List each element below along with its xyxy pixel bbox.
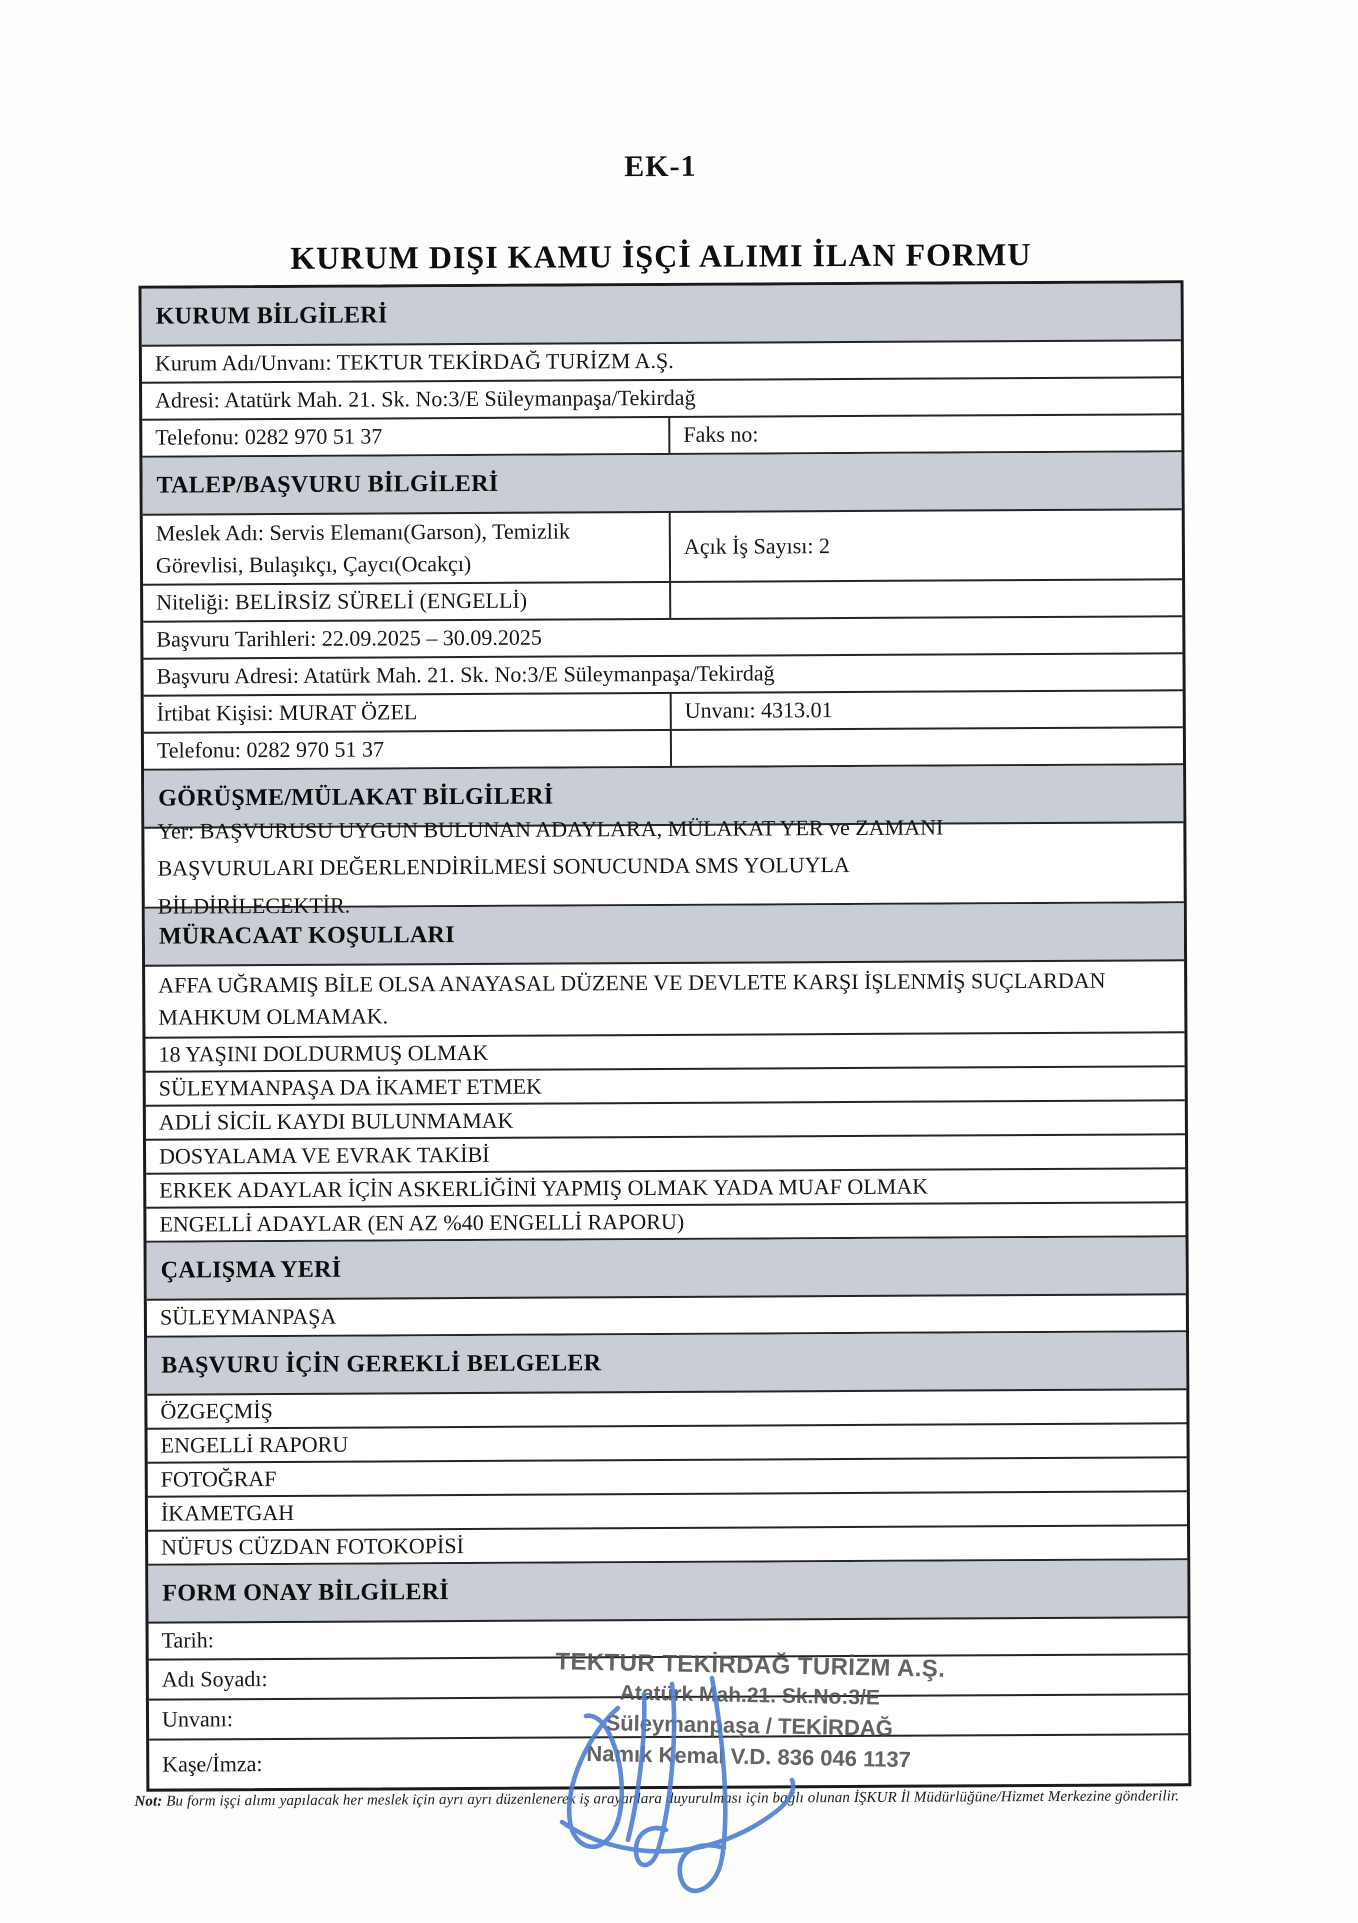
document-text: FOTOĞRAF bbox=[160, 1465, 277, 1492]
row-irtibat-unvan bbox=[144, 691, 1183, 733]
telefon-value: Telefonu: 0282 970 51 37 bbox=[155, 423, 383, 450]
adres-value: Adresi: Atatürk Mah. 21. Sk. No:3/E Süleymanpaşa/Tekirdağ bbox=[155, 385, 696, 413]
condition-item bbox=[146, 1203, 1185, 1242]
condition-text: AFFA UĞRAMIŞ BİLE OLSA ANAYASAL DÜZENE VE DEVLETE KARŞI İŞLENMİŞ SUÇLARDAN MAHKUM OLMAMAK. bbox=[158, 967, 1106, 1030]
workplace-item bbox=[147, 1295, 1186, 1337]
faks-label: Faks no: bbox=[683, 421, 759, 448]
meslek-value: Meslek Adı: Servis Elemanı(Garson), Temizlik Görevlisi, Bulaşıkçı, Çaycı(Ocakçı) bbox=[155, 518, 571, 578]
irtibat-cell bbox=[144, 694, 672, 732]
basvuru-adresi-value: Başvuru Adresi: Atatürk Mah. 21. Sk. No:3/E Süleymanpaşa/Tekirdağ bbox=[156, 660, 775, 689]
row-niteligi bbox=[143, 580, 1182, 622]
tarih-label: Tarih: bbox=[161, 1627, 214, 1653]
basvuru-tarihleri-value: Başvuru Tarihleri: 22.09.2025 – 30.09.2025 bbox=[156, 624, 542, 652]
condition-item bbox=[145, 961, 1184, 1038]
kurum-adi-value: Kurum Adı/Unvanı: TEKTUR TEKİRDAĞ TURİZM A.Ş. bbox=[154, 348, 674, 376]
footnote-label: Not: bbox=[134, 1793, 163, 1810]
workplace-text: SÜLEYMANPAŞA bbox=[159, 1303, 337, 1330]
irtibat-value: İrtibat Kişisi: MURAT ÖZEL bbox=[156, 699, 418, 726]
acik-is-cell bbox=[671, 510, 1182, 581]
condition-item bbox=[146, 1101, 1185, 1140]
condition-item bbox=[145, 1033, 1184, 1072]
kase-imza-label: Kaşe/İmza: bbox=[162, 1750, 263, 1777]
row-basvuru-adresi bbox=[143, 654, 1182, 696]
condition-item bbox=[146, 1169, 1185, 1208]
row-adi-soyadi bbox=[149, 1655, 1188, 1700]
row-meslek-acikis bbox=[143, 510, 1182, 585]
row-kurum-adi bbox=[142, 341, 1181, 383]
meslek-cell bbox=[143, 513, 671, 584]
document-item bbox=[147, 1390, 1186, 1429]
row-adres bbox=[142, 378, 1181, 420]
form-table bbox=[139, 280, 1192, 1791]
section-header-calisma-yeri: ÇALIŞMA YERİ bbox=[147, 1237, 1186, 1300]
stamp-district-line: Süleymanpaşa / TEKİRDAĞ bbox=[605, 1710, 894, 1741]
section-header-muracaat-kosullari: MÜRACAAT KOŞULLARI bbox=[145, 903, 1184, 966]
document-item bbox=[148, 1458, 1187, 1497]
acik-is-value: Açık İş Sayısı: 2 bbox=[683, 532, 831, 559]
row-tarih bbox=[149, 1618, 1188, 1660]
mulakat-yeri-value: Yer: BAŞVURUSU UYGUN BULUNAN ADAYLARA, MÜLAKAT YER ve ZAMANI BAŞVURULARI DEĞERLENDİRİLMESİ SONUCUNDA SMS YOLUYLA BİLDİRİLECEKTİR. bbox=[157, 814, 944, 919]
stamp-tax-line: Namık Kemal V.D. 836 046 1137 bbox=[586, 1740, 912, 1773]
form-title: KURUM DIŞI KAMU İŞÇİ ALIMI İLAN FORMU bbox=[290, 236, 1032, 276]
document-item bbox=[148, 1492, 1187, 1531]
row-mulakat-yeri bbox=[144, 814, 1183, 919]
empty-cell bbox=[671, 580, 1182, 618]
condition-item bbox=[146, 1067, 1185, 1106]
condition-item bbox=[146, 1135, 1185, 1174]
document-text: NÜFUS CÜZDAN FOTOKOPİSİ bbox=[161, 1532, 464, 1560]
telefon2-value: Telefonu: 0282 970 51 37 bbox=[156, 736, 384, 763]
telefon-cell bbox=[142, 418, 670, 456]
row-kase-imza bbox=[149, 1735, 1188, 1788]
section-header-form-onay: FORM ONAY BİLGİLERİ bbox=[148, 1560, 1187, 1623]
telefon2-cell bbox=[144, 731, 672, 769]
document-text: ÖZGEÇMİŞ bbox=[160, 1397, 273, 1424]
document-text: İKAMETGAH bbox=[160, 1499, 295, 1526]
condition-text: SÜLEYMANPAŞA DA İKAMET ETMEK bbox=[158, 1073, 542, 1101]
document-item bbox=[148, 1526, 1187, 1565]
footnote-text: Bu form işçi alımı yapılacak her meslek için ayrı ayrı düzenlenerek iş arayanlara duyurulması için bağlı olunan İŞKUR İl Müdürlüğüne/Hizmet Merkezine gönderilir. bbox=[166, 1788, 1180, 1810]
condition-text: ADLİ SİCİL KAYDI BULUNMAMAK bbox=[158, 1107, 514, 1135]
annex-label: EK-1 bbox=[624, 149, 697, 184]
niteligi-cell bbox=[143, 583, 671, 621]
row-telefon-2 bbox=[144, 728, 1183, 770]
section-header-gerekli-belgeler: BAŞVURU İÇİN GEREKLİ BELGELER bbox=[147, 1332, 1186, 1395]
stamp-address-line: Atatürk Mah.21. Sk.No:3/E bbox=[619, 1681, 881, 1710]
form-footnote bbox=[134, 1788, 1264, 1811]
stamp-company-name: TEKTUR TEKİRDAĞ TURİZM A.Ş. bbox=[555, 1648, 946, 1683]
row-basvuru-tarihleri bbox=[143, 617, 1182, 659]
document-text: ENGELLİ RAPORU bbox=[160, 1431, 349, 1458]
empty-cell bbox=[672, 728, 1183, 766]
section-header-kurum-bilgileri: KURUM BİLGİLERİ bbox=[142, 283, 1181, 346]
adi-soyadi-label: Adı Soyadı: bbox=[161, 1665, 268, 1692]
niteligi-value: Niteliği: BELİRSİZ SÜRELİ (ENGELLİ) bbox=[156, 587, 528, 615]
section-header-talep-basvuru: TALEP/BAŞVURU BİLGİLERİ bbox=[142, 452, 1181, 515]
condition-text: 18 YAŞINI DOLDURMUŞ OLMAK bbox=[158, 1039, 489, 1067]
unvan-value: Unvanı: 4313.01 bbox=[684, 697, 833, 724]
condition-text: DOSYALAMA VE EVRAK TAKİBİ bbox=[159, 1141, 490, 1169]
unvani-label: Unvanı: bbox=[161, 1705, 233, 1732]
row-unvani bbox=[149, 1695, 1188, 1740]
condition-text: ENGELLİ ADAYLAR (EN AZ %40 ENGELLİ RAPORU) bbox=[159, 1208, 685, 1237]
row-telefon-faks bbox=[142, 415, 1181, 457]
unvan-cell bbox=[672, 691, 1183, 729]
document-item bbox=[148, 1424, 1187, 1463]
section-header-gorusme-mulakat: GÖRÜŞME/MÜLAKAT BİLGİLERİ bbox=[144, 765, 1183, 828]
condition-text: ERKEK ADAYLAR İÇİN ASKERLİĞİNİ YAPMIŞ OLMAK YADA MUAF OLMAK bbox=[159, 1173, 929, 1203]
faks-cell bbox=[670, 415, 1181, 453]
